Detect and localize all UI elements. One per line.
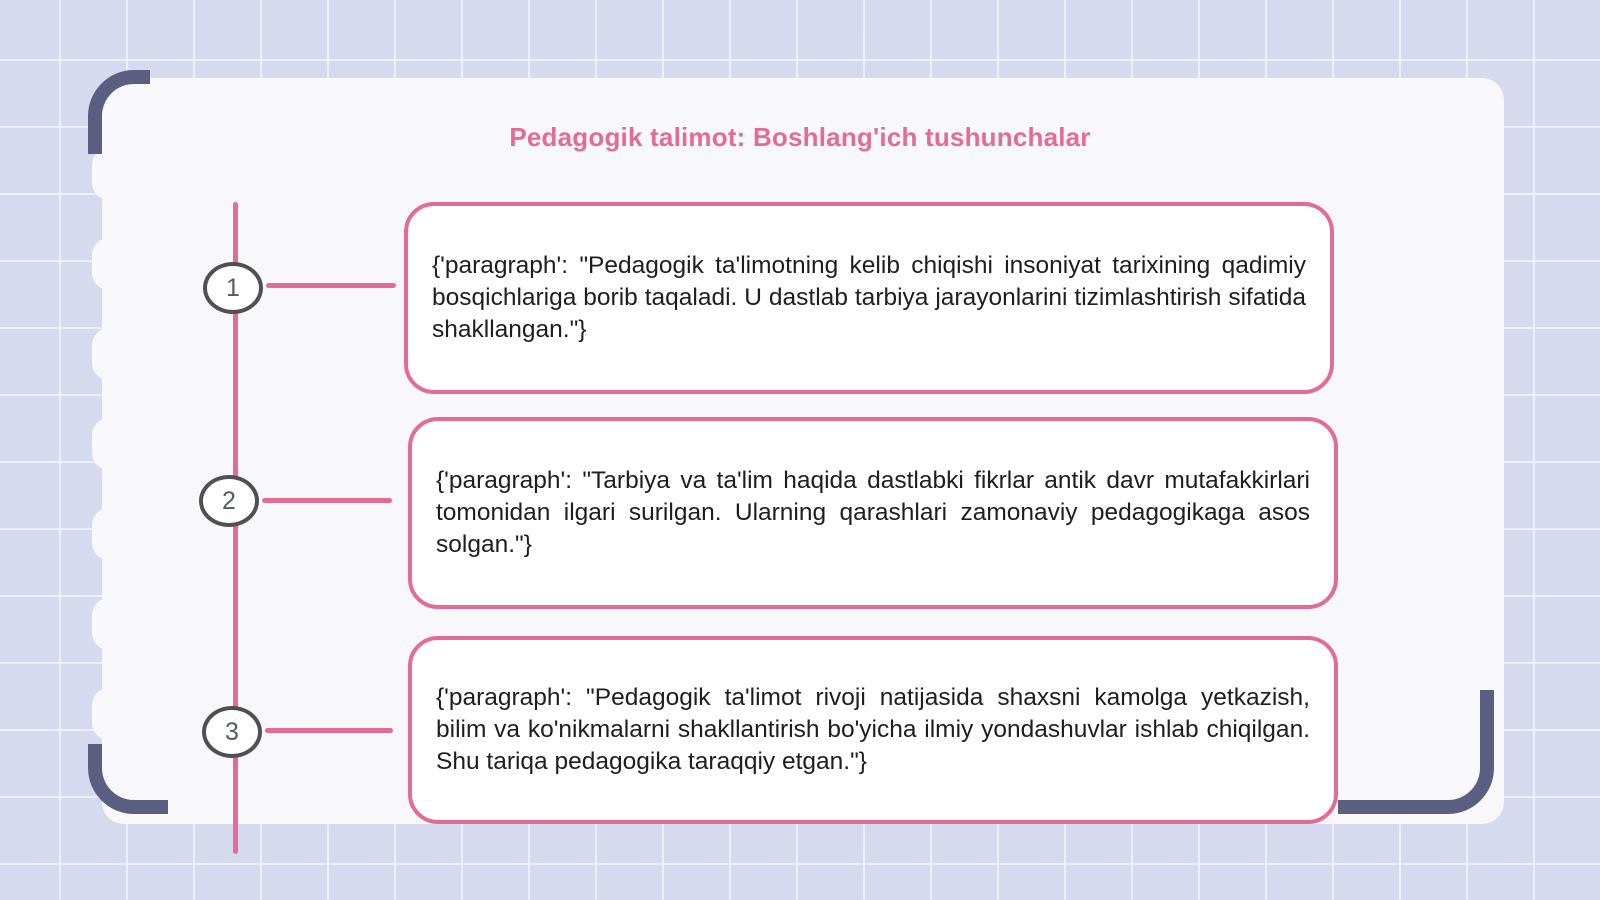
card-edge-bump	[92, 418, 126, 470]
timeline-box-1	[404, 202, 1334, 394]
card-edge-bump	[92, 148, 126, 200]
card-edge-bump	[92, 688, 126, 740]
timeline-box-3	[408, 636, 1338, 824]
bracket-corner-top-left	[88, 70, 150, 154]
timeline-connector	[262, 498, 392, 503]
timeline-connector	[266, 283, 396, 288]
bracket-corner-bottom-left	[88, 744, 168, 814]
timeline-box-2	[408, 417, 1338, 609]
card-edge-bump	[92, 238, 126, 290]
timeline-box-text: {'paragraph': "Tarbiya va ta'lim haqida dastlabki fikrlar antik davr mutafakkirlari tomonidan ilgari surilgan. Ularning qarashlari zamonaviy pedagogikaga asos solgan."}	[436, 467, 1310, 558]
timeline-node-3: 3	[202, 706, 262, 758]
card-edge-bump	[92, 328, 126, 380]
timeline-node-1: 1	[203, 262, 263, 314]
timeline-box-text: {'paragraph': "Pedagogik ta'limot rivoji natijasida shaxsni kamolga yetkazish, bilim va ko'nikmalarni shakllantirish bo'yicha ilmiy yondashuvlar ishlab chiqilgan. Shu tariqa pedagogika taraqqiy etgan."}	[436, 684, 1310, 775]
card-edge-bump	[92, 598, 126, 650]
timeline-connector	[265, 728, 393, 733]
card-edge-bump	[92, 508, 126, 560]
timeline-node-2: 2	[199, 475, 259, 527]
bracket-corner-bottom-right	[1338, 690, 1494, 814]
timeline-box-text: {'paragraph': "Pedagogik ta'limotning kelib chiqishi insoniyat tarixining qadimiy bosqichlariga borib taqaladi. U dastlab tarbiya jarayonlarini tizimlashtirish sifatida shakllangan."}	[432, 252, 1306, 343]
slide-title: Pedagogik talimot: Boshlang'ich tushunchalar	[509, 122, 1091, 152]
